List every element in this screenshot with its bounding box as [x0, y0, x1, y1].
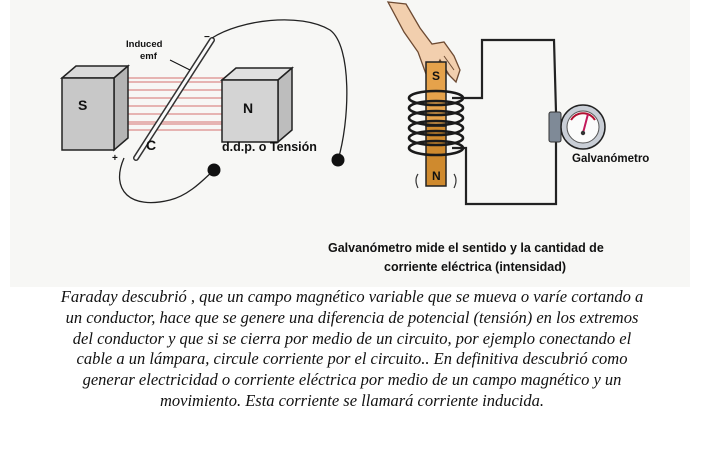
right-n-label: N: [432, 169, 441, 183]
conductor-label: C: [146, 137, 157, 153]
faraday-paragraph: [4, 287, 700, 412]
terminal-right: [332, 154, 345, 167]
hand-image: [388, 2, 460, 82]
left-s-magnet: [62, 66, 128, 150]
paragraph-line: un conductor, hace que se genere una diferencia de potencial (tensión) en los extremos: [65, 307, 639, 327]
minus-sign: −: [204, 32, 210, 43]
left-n-magnet: [222, 68, 292, 142]
left-n-label: N: [243, 100, 254, 116]
galvanometer-caption-line-1: Galvanómetro mide el sentido y la cantidad de: [328, 241, 604, 255]
wire-bottom: [120, 158, 214, 203]
induced-label: Induced: [126, 39, 163, 50]
terminal-left: [208, 164, 221, 177]
galvanometer-caption-line-2: corriente eléctrica (intensidad): [384, 260, 567, 274]
paragraph-line: Faraday descubrió , que un campo magnético variable que se mueva o varíe cortando a: [60, 287, 644, 306]
emf-arrow: [170, 60, 190, 70]
galvanometer-label: Galvanómetro: [572, 153, 650, 165]
paragraph-line: movimiento. Esta corriente se llamará corriente inducida.: [159, 390, 545, 410]
paragraph-line: del conductor y que si se cierra por medio de un circuito, por ejemplo conectando el: [72, 328, 632, 348]
plus-sign: +: [112, 153, 118, 164]
right-diagram: [328, 2, 649, 274]
galvanometer-icon: [549, 105, 605, 149]
left-diagram: [62, 20, 347, 203]
left-s-label: S: [78, 97, 88, 113]
paragraph-line: cable a un lámpara, circule corriente por el circuito.. En definitiva descubrió como: [76, 349, 628, 369]
emf-label: emf: [140, 51, 157, 62]
right-s-label: S: [432, 69, 441, 83]
paragraph-line: generar electricidad o corriente eléctrica por medio de un campo magnético y un: [82, 370, 622, 390]
circuit-wire: [452, 40, 556, 204]
ddp-label: d.d.p. o Tensión: [222, 140, 317, 154]
